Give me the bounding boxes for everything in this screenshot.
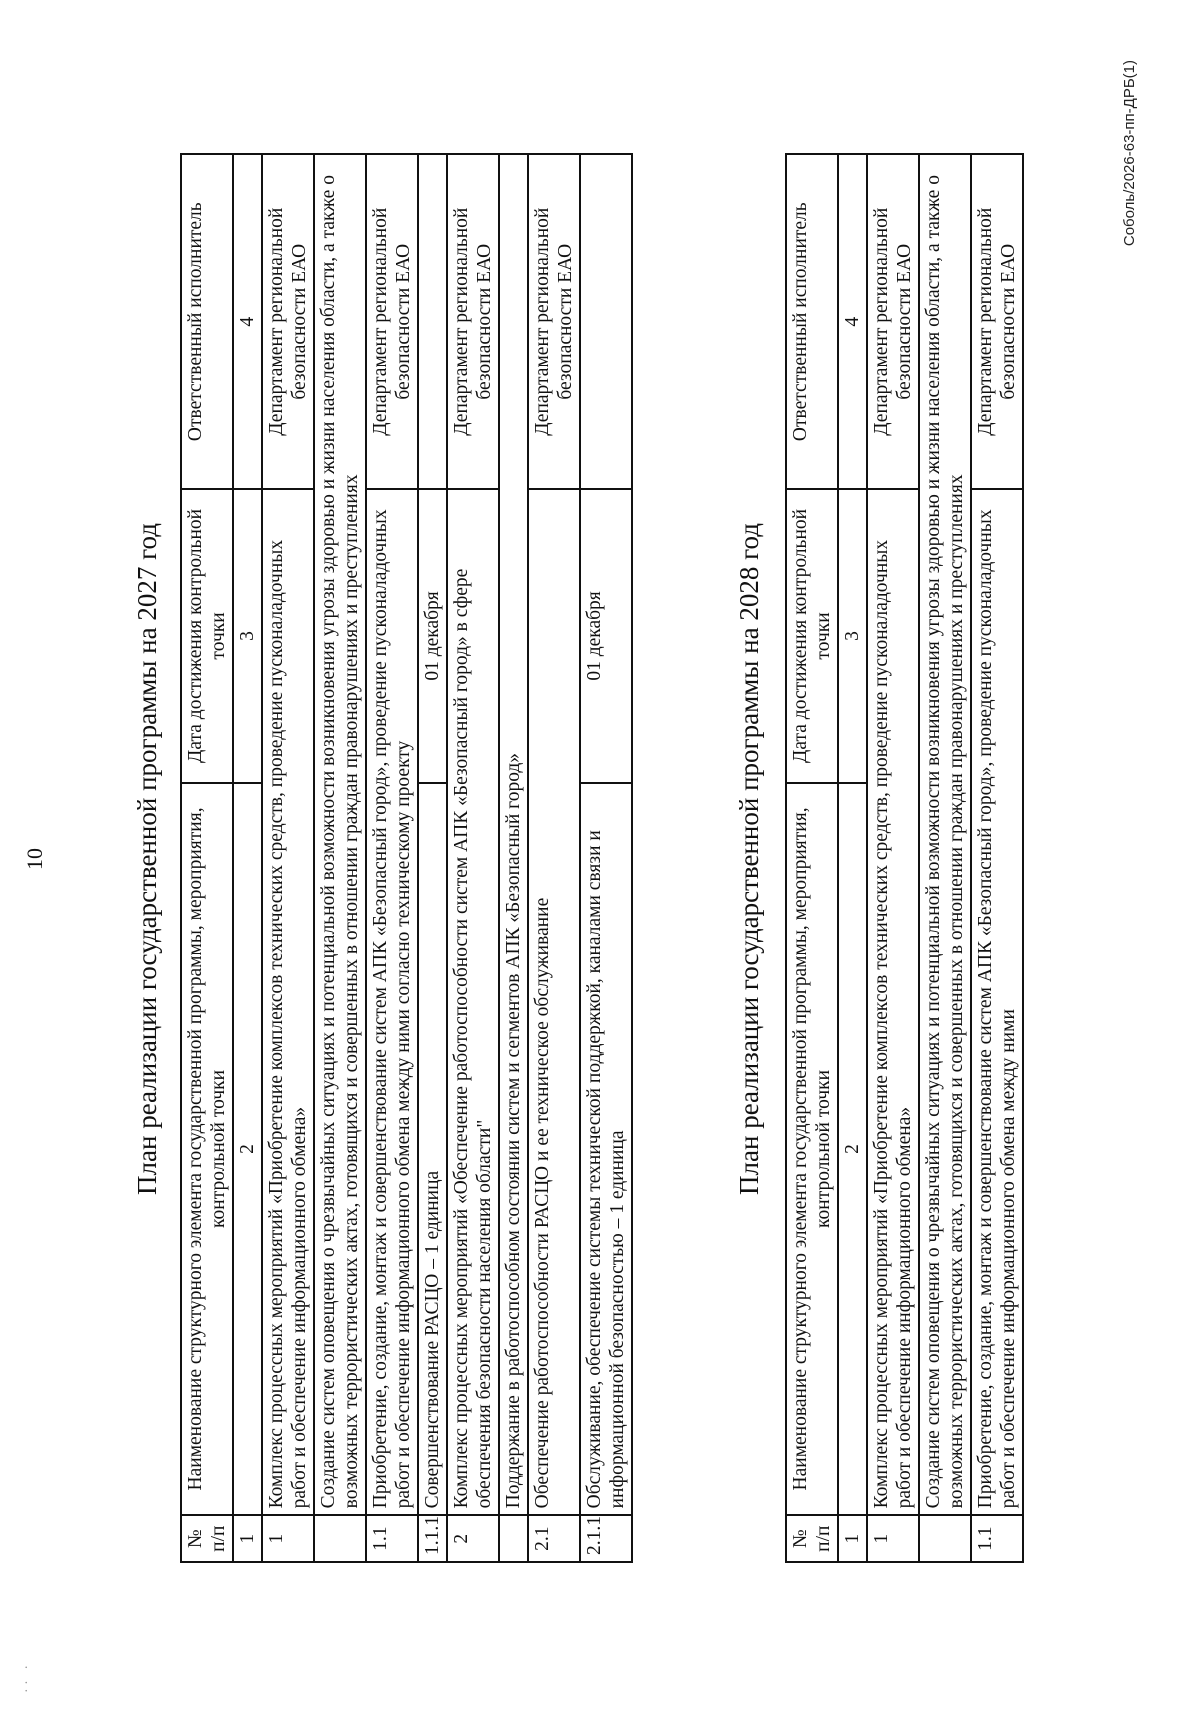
header-date: Дата достижения контрольной точки — [786, 489, 838, 782]
responsible-executor: Департамент региональной безопасности ЕАО — [262, 154, 314, 489]
measure-row — [528, 154, 580, 1562]
column-number: 1 — [838, 1515, 867, 1562]
goal-row — [919, 154, 971, 1562]
header-resp: Ответственный исполнитель — [786, 154, 838, 489]
measure-name: Комплекс процессных мероприятий «Обеспечение работоспособности систем АПК «Безопасный город» в сфере обеспечения безопасности населения области" — [447, 489, 499, 1515]
control-point-name: Совершенствование РАСЦО – 1 единица — [418, 783, 447, 1516]
row-number: 2.1 — [528, 1515, 580, 1562]
scan-artifact: · · · — [20, 1665, 35, 1693]
measure-name: Приобретение, создание, монтаж и совершенствование систем АПК «Безопасный город», проведение пусконаладочных работ и обеспечение информационного обмена между ними согласно техническому проекту — [366, 489, 418, 1515]
measure-row — [366, 154, 418, 1562]
plan-title-2028: План реализации государственной программы на 2028 год — [734, 523, 764, 1195]
plan-table-2027 — [180, 153, 633, 1563]
measure-row — [971, 154, 1023, 1562]
goal-row — [314, 154, 366, 1562]
row-number: 1 — [262, 1515, 314, 1562]
column-number: 2 — [233, 783, 262, 1516]
row-number — [499, 1515, 528, 1562]
column-number-row — [838, 154, 867, 1562]
row-number — [314, 1515, 366, 1562]
row-number: 1.1 — [971, 1515, 1023, 1562]
header-name: Наименование структурного элемента государственной программы, мероприятия, контрольной точки — [786, 783, 838, 1516]
control-point-row — [580, 154, 632, 1562]
header-num: № п/п — [181, 1515, 233, 1562]
plan-title-2027: План реализации государственной программы на 2027 год — [132, 523, 162, 1195]
header-row — [181, 154, 233, 1562]
page-number: 10 — [22, 848, 47, 870]
measure-name: Обеспечение работоспособности РАСЦО и ее техническое обслуживание — [528, 489, 580, 1515]
responsible-executor: Департамент региональной безопасности ЕАО — [971, 154, 1023, 489]
responsible-executor: Департамент региональной безопасности ЕАО — [867, 154, 919, 489]
column-number-row — [233, 154, 262, 1562]
control-point-date: 01 декабря — [580, 489, 632, 782]
measure-name: Комплекс процессных мероприятий «Приобретение комплексов технических средств, проведение пусконаладочных работ и обеспечение информационного обмена» — [867, 489, 919, 1515]
control-point-date: 01 декабря — [418, 489, 447, 782]
column-number: 4 — [838, 154, 867, 489]
responsible-executor: Департамент региональной безопасности ЕАО — [366, 154, 418, 489]
goal-text: Поддержание в работоспособном состоянии систем и сегментов АПК «Безопасный город» — [499, 154, 528, 1515]
responsible-executor: Департамент региональной безопасности ЕАО — [447, 154, 499, 489]
control-point-row — [418, 154, 447, 1562]
control-point-name: Обслуживание, обеспечение системы технической поддержкой, каналами связи и информационной безопасностью – 1 единица — [580, 783, 632, 1516]
row-number — [919, 1515, 971, 1562]
column-number: 4 — [233, 154, 262, 489]
row-number: 2.1.1 — [580, 1515, 632, 1562]
header-date: Дата достижения контрольной точки — [181, 489, 233, 782]
row-number: 2 — [447, 1515, 499, 1562]
column-number: 3 — [233, 489, 262, 782]
measure-row — [262, 154, 314, 1562]
goal-text: Создание систем оповещения о чрезвычайных ситуациях и потенциальной возможности возникновения угрозы здоровью и жизни населения области, а также о возможных террористических актах, готовящихся и совершенных в отношении граждан правонарушениях и преступлениях — [919, 154, 971, 1515]
responsible-executor — [580, 154, 632, 489]
plan-table-2028 — [785, 153, 1024, 1563]
measure-row — [867, 154, 919, 1562]
measure-name: Приобретение, создание, монтаж и совершенствование систем АПК «Безопасный город», проведение пусконаладочных работ и обеспечение информационного обмена между ними — [971, 489, 1023, 1515]
column-number: 2 — [838, 783, 867, 1516]
row-number: 1 — [867, 1515, 919, 1562]
responsible-executor: Департамент региональной безопасности ЕАО — [528, 154, 580, 489]
measure-row — [447, 154, 499, 1562]
row-number: 1.1 — [366, 1515, 418, 1562]
column-number: 1 — [233, 1515, 262, 1562]
goal-row — [499, 154, 528, 1562]
header-resp: Ответственный исполнитель — [181, 154, 233, 489]
header-num: № п/п — [786, 1515, 838, 1562]
header-name: Наименование структурного элемента государственной программы, мероприятия, контрольной точки — [181, 783, 233, 1516]
measure-name: Комплекс процессных мероприятий «Приобретение комплексов технических средств, проведение пусконаладочных работ и обеспечение информационного обмена» — [262, 489, 314, 1515]
header-row — [786, 154, 838, 1562]
document-code: Соболь/2026-63-пп-ДРБ(1) — [1121, 60, 1138, 247]
row-number: 1.1.1 — [418, 1515, 447, 1562]
column-number: 3 — [838, 489, 867, 782]
goal-text: Создание систем оповещения о чрезвычайных ситуациях и потенциальной возможности возникновения угрозы здоровью и жизни населения области, а также о возможных террористических актах, готовящихся и совершенных в отношении граждан правонарушениях и преступлениях — [314, 154, 366, 1515]
responsible-executor — [418, 154, 447, 489]
